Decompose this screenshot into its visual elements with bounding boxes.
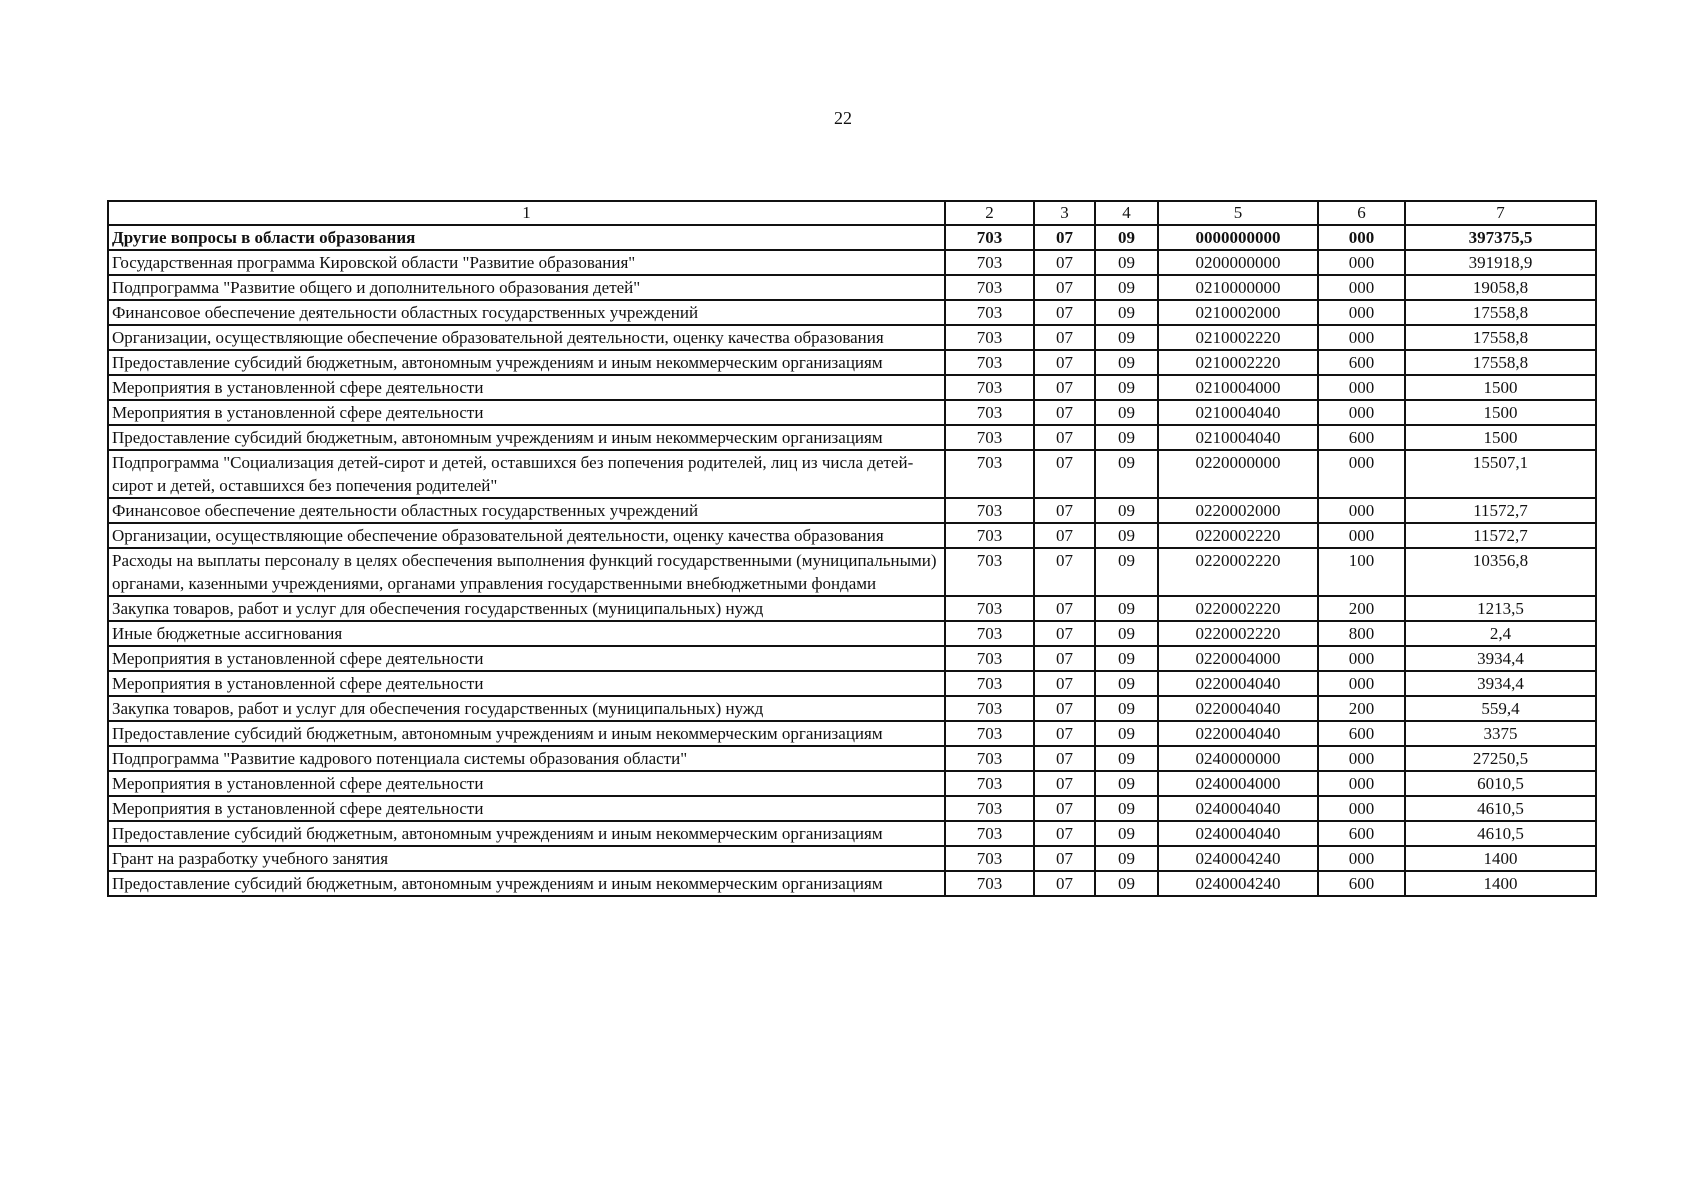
cell-col-7: 17558,8: [1405, 350, 1596, 375]
cell-col-4: 09: [1095, 596, 1158, 621]
cell-col-7: 17558,8: [1405, 325, 1596, 350]
cell-col-6: 000: [1318, 225, 1405, 250]
cell-col-4: 09: [1095, 225, 1158, 250]
cell-col-3: 07: [1034, 696, 1095, 721]
page-number: 22: [834, 108, 852, 128]
cell-col-3: 07: [1034, 646, 1095, 671]
cell-col-6: 600: [1318, 350, 1405, 375]
cell-name: Подпрограмма "Развитие кадрового потенциала системы образования области": [108, 746, 945, 771]
cell-col-6: 000: [1318, 771, 1405, 796]
cell-col-6: 100: [1318, 548, 1405, 596]
cell-col-4: 09: [1095, 523, 1158, 548]
cell-col-6: 000: [1318, 796, 1405, 821]
cell-col-4: 09: [1095, 425, 1158, 450]
cell-col-2: 703: [945, 225, 1034, 250]
cell-col-5: 0240000000: [1158, 746, 1318, 771]
cell-col-5: 0210002000: [1158, 300, 1318, 325]
cell-col-3: 07: [1034, 250, 1095, 275]
table-row: [108, 300, 1596, 325]
cell-col-2: 703: [945, 375, 1034, 400]
cell-col-4: 09: [1095, 821, 1158, 846]
cell-col-7: 15507,1: [1405, 450, 1596, 498]
cell-col-2: 703: [945, 796, 1034, 821]
cell-col-6: 200: [1318, 696, 1405, 721]
table-row: [108, 250, 1596, 275]
table-row: [108, 846, 1596, 871]
cell-name: Организации, осуществляющие обеспечение образовательной деятельности, оценку качества образования: [108, 325, 945, 350]
cell-col-6: 000: [1318, 450, 1405, 498]
cell-col-7: 3934,4: [1405, 646, 1596, 671]
header-col-2: 2: [945, 201, 1034, 225]
cell-col-3: 07: [1034, 548, 1095, 596]
cell-col-5: 0240004240: [1158, 871, 1318, 896]
cell-col-2: 703: [945, 596, 1034, 621]
cell-col-3: 07: [1034, 671, 1095, 696]
cell-name: Предоставление субсидий бюджетным, автономным учреждениям и иным некоммерческим организациям: [108, 871, 945, 896]
budget-table: [107, 200, 1597, 897]
cell-col-3: 07: [1034, 450, 1095, 498]
cell-col-4: 09: [1095, 325, 1158, 350]
cell-col-7: 1400: [1405, 846, 1596, 871]
table-row: [108, 696, 1596, 721]
cell-col-4: 09: [1095, 548, 1158, 596]
cell-col-3: 07: [1034, 325, 1095, 350]
cell-col-3: 07: [1034, 523, 1095, 548]
cell-col-2: 703: [945, 821, 1034, 846]
cell-col-2: 703: [945, 696, 1034, 721]
cell-col-7: 391918,9: [1405, 250, 1596, 275]
cell-col-6: 000: [1318, 300, 1405, 325]
cell-name: Другие вопросы в области образования: [108, 225, 945, 250]
cell-col-3: 07: [1034, 300, 1095, 325]
cell-col-2: 703: [945, 450, 1034, 498]
cell-col-7: 11572,7: [1405, 523, 1596, 548]
cell-name: Мероприятия в установленной сфере деятельности: [108, 375, 945, 400]
header-col-6: 6: [1318, 201, 1405, 225]
cell-col-5: 0220002220: [1158, 548, 1318, 596]
cell-name: Предоставление субсидий бюджетным, автономным учреждениям и иным некоммерческим организациям: [108, 821, 945, 846]
table-row: [108, 425, 1596, 450]
cell-name: Мероприятия в установленной сфере деятельности: [108, 771, 945, 796]
header-col-4: 4: [1095, 201, 1158, 225]
cell-col-4: 09: [1095, 671, 1158, 696]
cell-name: Финансовое обеспечение деятельности областных государственных учреждений: [108, 498, 945, 523]
cell-col-3: 07: [1034, 498, 1095, 523]
cell-col-6: 000: [1318, 400, 1405, 425]
table-body: [108, 225, 1596, 896]
table-row: [108, 548, 1596, 596]
table-row: [108, 721, 1596, 746]
table-row: [108, 796, 1596, 821]
cell-name: Подпрограмма "Развитие общего и дополнительного образования детей": [108, 275, 945, 300]
cell-col-2: 703: [945, 871, 1034, 896]
cell-col-5: 0210002220: [1158, 325, 1318, 350]
cell-col-4: 09: [1095, 721, 1158, 746]
table-row: [108, 350, 1596, 375]
cell-col-5: 0220002220: [1158, 523, 1318, 548]
table-row: [108, 671, 1596, 696]
cell-col-4: 09: [1095, 771, 1158, 796]
cell-col-7: 10356,8: [1405, 548, 1596, 596]
cell-col-4: 09: [1095, 275, 1158, 300]
cell-name: Мероприятия в установленной сфере деятельности: [108, 646, 945, 671]
cell-col-5: 0220004040: [1158, 721, 1318, 746]
cell-col-5: 0210004040: [1158, 400, 1318, 425]
table-row: [108, 450, 1596, 498]
cell-col-3: 07: [1034, 796, 1095, 821]
cell-col-5: 0210000000: [1158, 275, 1318, 300]
table-row: [108, 771, 1596, 796]
cell-name: Предоставление субсидий бюджетным, автономным учреждениям и иным некоммерческим организациям: [108, 350, 945, 375]
cell-col-5: 0240004000: [1158, 771, 1318, 796]
cell-col-2: 703: [945, 350, 1034, 375]
cell-col-2: 703: [945, 325, 1034, 350]
table-row: [108, 596, 1596, 621]
cell-col-6: 000: [1318, 746, 1405, 771]
cell-col-7: 19058,8: [1405, 275, 1596, 300]
cell-col-4: 09: [1095, 796, 1158, 821]
cell-col-2: 703: [945, 671, 1034, 696]
cell-col-3: 07: [1034, 225, 1095, 250]
cell-col-3: 07: [1034, 350, 1095, 375]
header-row: [108, 201, 1596, 225]
cell-col-3: 07: [1034, 596, 1095, 621]
cell-col-3: 07: [1034, 621, 1095, 646]
cell-col-3: 07: [1034, 771, 1095, 796]
cell-col-4: 09: [1095, 350, 1158, 375]
cell-col-3: 07: [1034, 400, 1095, 425]
cell-col-7: 1400: [1405, 871, 1596, 896]
cell-col-3: 07: [1034, 846, 1095, 871]
cell-col-7: 397375,5: [1405, 225, 1596, 250]
cell-col-6: 800: [1318, 621, 1405, 646]
cell-col-5: 0220004040: [1158, 696, 1318, 721]
cell-col-7: 559,4: [1405, 696, 1596, 721]
cell-col-4: 09: [1095, 746, 1158, 771]
cell-col-5: 0220002220: [1158, 621, 1318, 646]
cell-col-6: 600: [1318, 871, 1405, 896]
cell-col-4: 09: [1095, 300, 1158, 325]
cell-col-7: 1500: [1405, 375, 1596, 400]
cell-col-7: 2,4: [1405, 621, 1596, 646]
cell-col-2: 703: [945, 300, 1034, 325]
cell-name: Организации, осуществляющие обеспечение образовательной деятельности, оценку качества образования: [108, 523, 945, 548]
cell-name: Иные бюджетные ассигнования: [108, 621, 945, 646]
cell-col-6: 600: [1318, 821, 1405, 846]
cell-col-7: 1500: [1405, 400, 1596, 425]
cell-col-6: 600: [1318, 721, 1405, 746]
cell-name: Финансовое обеспечение деятельности областных государственных учреждений: [108, 300, 945, 325]
table-row: [108, 375, 1596, 400]
cell-name: Предоставление субсидий бюджетным, автономным учреждениям и иным некоммерческим организациям: [108, 721, 945, 746]
cell-col-7: 17558,8: [1405, 300, 1596, 325]
cell-col-5: 0240004240: [1158, 846, 1318, 871]
cell-col-4: 09: [1095, 450, 1158, 498]
cell-name: Закупка товаров, работ и услуг для обеспечения государственных (муниципальных) нужд: [108, 596, 945, 621]
cell-col-6: 000: [1318, 671, 1405, 696]
cell-col-4: 09: [1095, 375, 1158, 400]
table-row: [108, 621, 1596, 646]
cell-col-4: 09: [1095, 646, 1158, 671]
cell-col-4: 09: [1095, 250, 1158, 275]
cell-col-5: 0240004040: [1158, 821, 1318, 846]
cell-col-6: 000: [1318, 325, 1405, 350]
cell-name: Подпрограмма "Социализация детей-сирот и детей, оставшихся без попечения родителей, лиц из числа детей-сирот и детей, оставшихся без попечения родителей": [108, 450, 945, 498]
table-row: [108, 498, 1596, 523]
cell-col-7: 4610,5: [1405, 796, 1596, 821]
table-row: [108, 746, 1596, 771]
cell-col-3: 07: [1034, 746, 1095, 771]
cell-col-6: 000: [1318, 250, 1405, 275]
cell-col-2: 703: [945, 646, 1034, 671]
cell-col-2: 703: [945, 250, 1034, 275]
cell-col-7: 27250,5: [1405, 746, 1596, 771]
cell-col-4: 09: [1095, 846, 1158, 871]
cell-col-6: 000: [1318, 646, 1405, 671]
cell-col-4: 09: [1095, 696, 1158, 721]
cell-col-2: 703: [945, 846, 1034, 871]
cell-col-7: 3375: [1405, 721, 1596, 746]
cell-col-4: 09: [1095, 498, 1158, 523]
cell-col-3: 07: [1034, 425, 1095, 450]
cell-col-7: 3934,4: [1405, 671, 1596, 696]
cell-col-4: 09: [1095, 621, 1158, 646]
cell-col-2: 703: [945, 771, 1034, 796]
cell-col-5: 0220004040: [1158, 671, 1318, 696]
cell-col-5: 0220002220: [1158, 596, 1318, 621]
cell-name: Мероприятия в установленной сфере деятельности: [108, 671, 945, 696]
cell-col-6: 000: [1318, 375, 1405, 400]
cell-col-4: 09: [1095, 871, 1158, 896]
cell-name: Предоставление субсидий бюджетным, автономным учреждениям и иным некоммерческим организациям: [108, 425, 945, 450]
cell-col-5: 0210004000: [1158, 375, 1318, 400]
table-row: [108, 325, 1596, 350]
table-row: [108, 646, 1596, 671]
cell-col-5: 0210002220: [1158, 350, 1318, 375]
header-col-3: 3: [1034, 201, 1095, 225]
cell-col-6: 000: [1318, 498, 1405, 523]
cell-name: Закупка товаров, работ и услуг для обеспечения государственных (муниципальных) нужд: [108, 696, 945, 721]
cell-col-2: 703: [945, 721, 1034, 746]
cell-col-5: 0220000000: [1158, 450, 1318, 498]
cell-col-3: 07: [1034, 721, 1095, 746]
cell-col-7: 11572,7: [1405, 498, 1596, 523]
cell-col-7: 4610,5: [1405, 821, 1596, 846]
table-row: [108, 275, 1596, 300]
cell-col-5: 0210004040: [1158, 425, 1318, 450]
cell-col-6: 600: [1318, 425, 1405, 450]
cell-col-3: 07: [1034, 275, 1095, 300]
cell-col-6: 200: [1318, 596, 1405, 621]
cell-col-2: 703: [945, 425, 1034, 450]
table-row: [108, 400, 1596, 425]
cell-col-3: 07: [1034, 871, 1095, 896]
cell-col-2: 703: [945, 400, 1034, 425]
table-row: [108, 523, 1596, 548]
cell-col-5: 0220002000: [1158, 498, 1318, 523]
cell-col-2: 703: [945, 621, 1034, 646]
cell-col-5: 0000000000: [1158, 225, 1318, 250]
cell-col-6: 000: [1318, 275, 1405, 300]
table-row: [108, 821, 1596, 846]
table-row: [108, 225, 1596, 250]
header-col-7: 7: [1405, 201, 1596, 225]
cell-col-4: 09: [1095, 400, 1158, 425]
cell-name: Мероприятия в установленной сфере деятельности: [108, 400, 945, 425]
cell-col-2: 703: [945, 498, 1034, 523]
cell-col-6: 000: [1318, 523, 1405, 548]
cell-col-5: 0200000000: [1158, 250, 1318, 275]
cell-col-2: 703: [945, 548, 1034, 596]
cell-col-3: 07: [1034, 375, 1095, 400]
cell-name: Государственная программа Кировской области "Развитие образования": [108, 250, 945, 275]
cell-col-2: 703: [945, 275, 1034, 300]
cell-col-7: 6010,5: [1405, 771, 1596, 796]
header-col-1: 1: [108, 201, 945, 225]
cell-name: Расходы на выплаты персоналу в целях обеспечения выполнения функций государственными (муниципальными) органами, казенными учреждениями, органами управления государственными внебюджетными фондами: [108, 548, 945, 596]
cell-col-2: 703: [945, 523, 1034, 548]
cell-col-7: 1500: [1405, 425, 1596, 450]
cell-col-2: 703: [945, 746, 1034, 771]
cell-col-3: 07: [1034, 821, 1095, 846]
cell-name: Мероприятия в установленной сфере деятельности: [108, 796, 945, 821]
header-col-5: 5: [1158, 201, 1318, 225]
cell-col-5: 0220004000: [1158, 646, 1318, 671]
cell-col-7: 1213,5: [1405, 596, 1596, 621]
cell-col-5: 0240004040: [1158, 796, 1318, 821]
table-row: [108, 871, 1596, 896]
cell-col-6: 000: [1318, 846, 1405, 871]
cell-name: Грант на разработку учебного занятия: [108, 846, 945, 871]
